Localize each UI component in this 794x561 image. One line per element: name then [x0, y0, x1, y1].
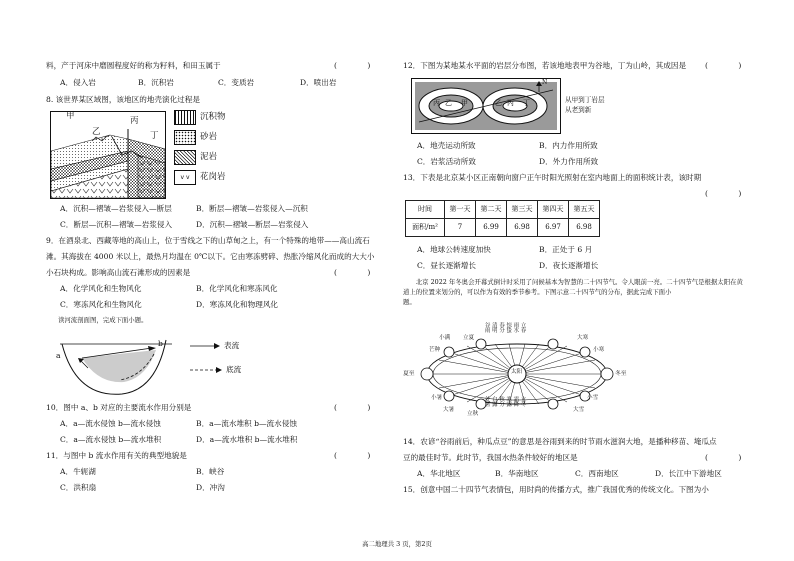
page-footer: 高二地理共 3 页，第2页	[362, 540, 432, 548]
q10-option-d: D．a—流水堆积 b—流水堆积	[196, 435, 298, 444]
q9-option-d: D．寒冻风化和物理风化	[196, 300, 279, 309]
table-cell: 6.97	[538, 219, 569, 237]
q11-option-d: D．冲沟	[196, 483, 225, 492]
river-intro: 读河流剖面图，完成下面小题。	[58, 316, 148, 324]
q8-option-c: C．断层—沉积—褶皱—岩浆侵入	[60, 220, 173, 229]
table-cell: 6.99	[476, 219, 507, 237]
legend-swatch-mudstone	[174, 150, 196, 165]
table-header-cell: 时间	[406, 201, 445, 219]
legend-label-granite: 花岗岩	[200, 172, 226, 182]
q8-cross-section-figure	[50, 111, 166, 199]
answer-paren: ( )	[705, 453, 742, 462]
q13-option-d: D．夜长逐渐增长	[539, 261, 599, 270]
legend-swatch-sandstone	[174, 130, 196, 145]
label-bing: 丙	[130, 116, 139, 126]
river-label-a: a	[56, 351, 61, 360]
q9-option-b: B．化学风化和寒冻风化	[196, 284, 278, 293]
strata-note-2: 从老到新	[565, 106, 592, 114]
answer-paren: ( )	[334, 451, 371, 460]
answer-paren: ( )	[705, 61, 742, 70]
term-label: 立冬	[519, 396, 526, 407]
q9-line-3: 小石块构成。影响高山流石滩形成的因素是	[46, 268, 191, 277]
term-label: 清明	[490, 322, 497, 333]
term-label: 秋分	[498, 396, 505, 407]
q14-option-a: A．华北地区	[417, 469, 461, 478]
q13-option-b: B．正处于 6 月	[539, 245, 593, 254]
q12-option-c: C．岩浆活动所致	[417, 157, 476, 166]
q7-option-c: C．变质岩	[218, 78, 255, 87]
river-profile-figure	[58, 332, 248, 402]
sun-area-table	[405, 200, 600, 237]
label-jia: 甲	[66, 111, 75, 121]
q13-stem: 13．下表是北京某小区正南朝向窗户正午时阳光照射在室内地面上的面积统计表，该时期	[403, 173, 702, 182]
q11-stem: 11．与图中 b 流水作用有关的典型地貌是	[46, 451, 187, 460]
q13-option-a: A．地球公转速度加快	[417, 245, 491, 254]
river-label-surface-flow: 表流	[224, 341, 240, 350]
q10-option-b: B．a—流水堆积 b—流水侵蚀	[196, 419, 297, 428]
q15-line-1: 15．创意中国二十四节气表情包，用时尚的传播方式，推广我国优秀的传统文化。下图为小	[403, 485, 709, 494]
terms-top-group	[483, 322, 547, 333]
q13-option-c: C．昼长逐渐增长	[417, 261, 476, 270]
table-header-row	[406, 201, 600, 219]
term-liqiu: 立秋	[467, 411, 479, 417]
term-label: 雨水	[512, 322, 519, 333]
strata-char-1: 丙	[433, 99, 440, 107]
legend-swatch-sediment	[174, 110, 196, 125]
term-label: 惊蛰	[505, 322, 512, 333]
q7-stem-tail: 料，产于河床中磨圆程度好的称为籽料，和田玉属于	[46, 61, 221, 70]
q14-line-2: 豆的最佳时节。此时节，我国水热条件较好的地区是	[403, 453, 578, 462]
q12-stem: 12．下图为某地某水平面的岩层分布图，若该地地表甲为谷地，丁为山岭，其成因是	[403, 61, 687, 70]
term-label: 寒露	[505, 396, 512, 407]
term-xiaoman: 小满	[439, 335, 451, 341]
term-lixia: 立夏	[463, 335, 475, 341]
term-label: 白露	[490, 396, 497, 407]
q10-option-a: A．a—流水侵蚀 b—流水侵蚀	[60, 419, 161, 428]
river-label-b: b	[158, 339, 163, 348]
legend-label-sandstone: 砂岩	[200, 132, 218, 142]
q12-option-d: D．外力作用所致	[539, 157, 599, 166]
strata-char-4: 乙	[495, 99, 502, 107]
table-header-cell: 第一天	[445, 201, 476, 219]
term-label: 春分	[498, 322, 505, 333]
q8-stem: 8. 该世界某区域图，该地区的地壳演化过程是	[46, 95, 200, 104]
term-label: 谷雨	[483, 322, 490, 333]
strata-note-1: 从甲到丁岩层	[565, 96, 605, 104]
table-cell: 7	[445, 219, 476, 237]
terms-bottom-group	[483, 396, 547, 407]
table-row	[406, 219, 600, 237]
q7-option-b: B．沉积岩	[138, 78, 174, 87]
q9-line-2: 滩。其海拔在 4000 米以上，最热月均温在 0℃以下。它由寒冻劈碎、热胀冷缩风化而成的大大小	[46, 252, 375, 261]
q14-option-b: B．华南地区	[495, 469, 539, 478]
right-column	[403, 0, 748, 520]
term-xiaoxue: 小雪	[587, 395, 599, 401]
strata-char-3: 甲	[461, 99, 468, 107]
q9-option-a: A．化学风化和生物风化	[60, 284, 142, 293]
q10-option-c: C．a—流水侵蚀 b—流水堆积	[60, 435, 162, 444]
table-header-cell: 第四天	[538, 201, 569, 219]
legend-swatch-granite: v v	[174, 170, 196, 185]
q9-line-1: 9．在酒泉北、西藏等地的高山上，位于雪线之下的山草甸之上，有一个特殊的地带——高山流石	[46, 236, 370, 245]
term-xiaohan: 小寒	[593, 347, 605, 353]
q7-option-d: D．喷出岩	[300, 78, 337, 87]
label-yi: 乙	[92, 127, 101, 137]
table-header-cell: 第五天	[569, 201, 600, 219]
answer-paren: ( )	[334, 61, 371, 70]
q9-option-c: C．寒冻风化和生物风化	[60, 300, 142, 309]
q11-option-c: C．洪积扇	[60, 483, 97, 492]
strata-char-6: 丁	[523, 99, 530, 107]
sun-label: 太阳	[511, 369, 523, 375]
legend-label-sediment: 沉积物	[200, 112, 226, 122]
term-label: 处暑	[483, 396, 490, 407]
term-xiaoshu: 小暑	[431, 395, 443, 401]
term-mangzhong: 芒种	[429, 347, 441, 353]
term-daxue: 大雪	[573, 407, 585, 413]
river-label-bottom-flow: 底流	[226, 365, 242, 374]
q14-option-d: D．长江中下游地区	[655, 469, 722, 478]
term-dongzhi: 冬至	[615, 371, 627, 377]
answer-paren: ( )	[334, 268, 371, 277]
q8-option-b: B．断层—褶皱—岩浆侵入—沉积	[196, 204, 308, 213]
q12-option-a: A．地壳运动所致	[417, 141, 476, 150]
north-label: N	[542, 79, 548, 86]
answer-paren: ( )	[334, 403, 371, 412]
q12-option-b: B．内力作用所致	[539, 141, 598, 150]
q10-stem: 10．图中 a、b 对应的主要流水作用分别是	[46, 403, 192, 412]
q11-option-a: A．牛轭湖	[60, 467, 96, 476]
solar-terms-intro: 北京 2022 年冬奥会开幕式倒计时采用了问候基本为智慧的二十四节气。令人眼前一亮。二十四节气是根据太阳在黄道上的位置来划分的，可以作为有效的季节参考。下图示意二十四节气的分布，据此完成下面小	[403, 278, 743, 297]
term-label: 霜降	[512, 396, 519, 407]
strata-char-5: 丙	[507, 99, 514, 107]
q8-option-d: D．沉积—褶皱—断层—岩浆侵入	[196, 220, 309, 229]
left-column	[46, 0, 378, 520]
q8-option-a: A．沉积—褶皱—岩浆侵入—断层	[60, 204, 172, 213]
solar-terms-intro-end: 题。	[403, 298, 416, 306]
q14-option-c: C．西南地区	[575, 469, 619, 478]
term-dashu: 大暑	[443, 407, 455, 413]
answer-paren: ( )	[705, 189, 742, 198]
term-xiazhi: 夏至	[403, 371, 415, 377]
term-label: 立春	[519, 322, 526, 333]
strata-char-2: 乙	[445, 99, 452, 107]
table-header-cell: 第三天	[507, 201, 538, 219]
table-cell: 面积/m²	[406, 219, 445, 237]
q14-line-1: 14．农谚“谷雨前后，种瓜点豆”的意思是谷雨到来的时节雨水滋润大地，是播种移苗、埯瓜点	[403, 437, 717, 446]
table-header-cell: 第二天	[476, 201, 507, 219]
label-ding: 丁	[150, 131, 159, 141]
q7-option-a: A．侵入岩	[60, 78, 96, 87]
table-cell: 6.98	[569, 219, 600, 237]
legend-label-mudstone: 泥岩	[200, 152, 218, 162]
term-dahan: 大寒	[577, 335, 589, 341]
q11-option-b: B．峡谷	[196, 467, 225, 476]
table-cell: 6.98	[507, 219, 538, 237]
